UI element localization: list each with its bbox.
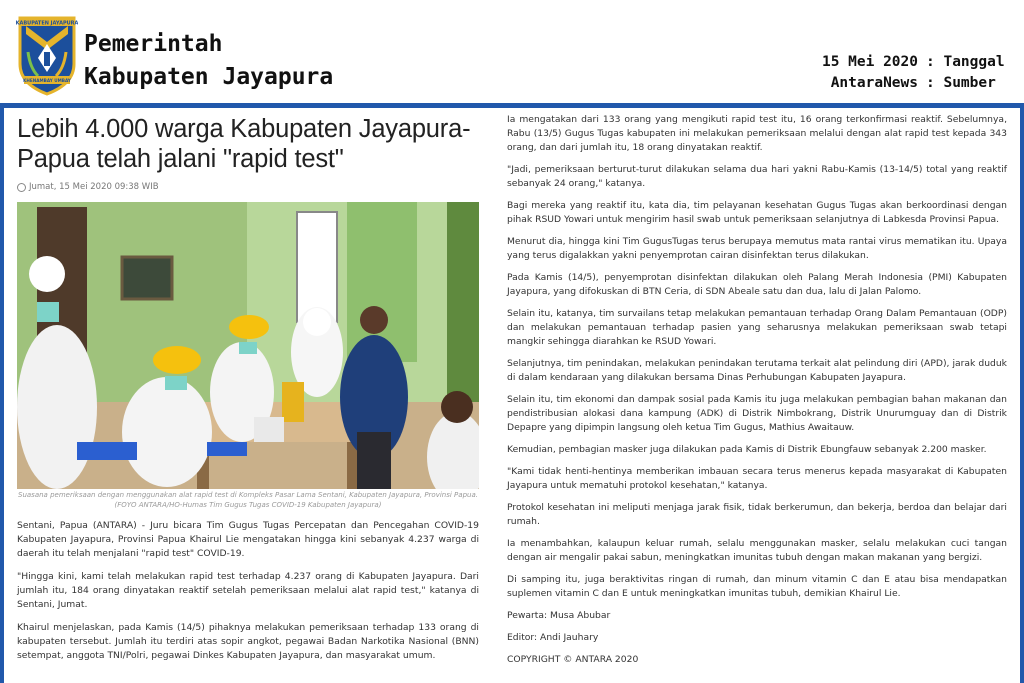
article-right-column <box>507 113 1007 675</box>
article-paragraph: Selanjutnya, tim penindakan, melakukan penindakan terutama terkait alat pelindung diri (APD), jarak duduk di dalam kendaraan yang dilakukan bersama Dinas Perhubungan Kabupaten Jayapura. <box>507 358 1007 383</box>
date-value: 15 Mei 2020 <box>821 54 918 70</box>
clock-icon <box>17 183 26 192</box>
article-date: Jumat, 15 Mei 2020 09:38 WIB <box>29 182 159 192</box>
article-paragraph: Khairul menjelaskan, pada Kamis (14/5) pihaknya melakukan pemeriksaan terhadap 133 orang di kabupaten tersebut. Jumlah itu terdiri atas sopir angkot, pegawai Badan Narkotika Nasional (BNN) setempat, anggota TNI/Polri, pegawai Dinkes Kabupaten Jayapura, dan masyarakat umum. <box>17 622 479 661</box>
article-paragraph: Selain itu, tim ekonomi dan dampak sosial pada Kamis itu juga melakukan pembagian bahan makanan dan pendistribusian alokasi dana kampung (ADK) di Distrik Nimbokrang, Distrik Unurumguay dan di Distrik Depapre yang dipimpin langsung oleh ketua Tim Gugus, Mathius Awaitauw. <box>507 394 1007 433</box>
article-paragraph: Selain itu, katanya, tim survailans tetap melakukan pemantauan terhadap Orang Dalam Pemantauan (ODP) dan melakukan pemantauan terhadap pasien yang seharusnya melakukan pemeriksaan swab tetapi mangkir sehingga diarahkan ke RSUD Yowari. <box>507 308 1007 347</box>
article-paragraph: Bagi mereka yang reaktif itu, kata dia, tim pelayanan kesehatan Gugus Tugas akan berkoordinasi dengan pihak RSUD Yowari untuk mengirim hasil swab untuk pemeriksaan selanjutnya di Labkesda Provinsi Papua. <box>507 200 1007 225</box>
copyright-notice: COPYRIGHT © ANTARA 2020 <box>507 654 639 665</box>
source-label: : Sumber <box>926 75 996 91</box>
date-label: : Tanggal <box>926 54 1005 70</box>
clipping-meta <box>810 52 1004 94</box>
government-title-line1: Pemerintah <box>84 31 223 57</box>
source-row <box>810 73 1004 94</box>
article-paragraph: Sentani, Papua (ANTARA) - Juru bicara Tim Gugus Tugas Percepatan dan Pencegahan COVID-19 Kabupaten Jayapura, Provinsi Papua Khairul Lie mengatakan hingga kini sebanyak 4.237 warga di daerah itu telah menjalani "rapid test" COVID-19. <box>17 520 479 559</box>
editor-credit: Editor: Andi Jauhary <box>507 632 599 643</box>
date-row <box>810 52 1004 73</box>
article-paragraph: Di samping itu, juga beraktivitas ringan di rumah, dan minum vitamin C dan E atau bisa mendapatkan suplemen vitamin C dan E untuk meningkatkan imunitas tubuh, demikian Khairul Lie. <box>507 574 1007 599</box>
government-title <box>84 28 333 94</box>
article-paragraph: Pada Kamis (14/5), penyemprotan disinfektan dilakukan oleh Palang Merah Indonesia (PMI) Kabupaten Jayapura, yang difokuskan di BTN Ceria, di SDN Abeale satu dan dua, lalu di Jalan Palomo. <box>507 272 1007 297</box>
reporter-credit: Pewarta: Musa Abubar <box>507 610 611 621</box>
source-value: AntaraNews <box>830 75 918 91</box>
article-paragraph: Ia menambahkan, kalaupun keluar rumah, selalu menggunakan masker, selalu melakukan cuci tangan dengan air mengalir pakai sabun, meningkatkan imunitas tubuh dengan makan makanan yang bergizi. <box>507 538 1007 563</box>
logo-banner-text: KHENAMBAY UMBAY <box>23 78 71 83</box>
kabupaten-jayapura-crest-icon <box>16 14 78 96</box>
page-header <box>0 0 1024 103</box>
article-paragraph: Kemudian, pembagian masker juga dilakukan pada Kamis di Distrik Ebungfauw sebanyak 2.200 masker. <box>507 444 987 455</box>
article-paragraph: Menurut dia, hingga kini Tim GugusTugas terus berupaya memutus mata rantai virus mematikan itu. Upaya yang terus digalakkan yakni penyemprotan cairan disinfektan terus dilakukan. <box>507 236 1007 261</box>
clipping-frame <box>0 103 1024 683</box>
article-paragraph: "Jadi, pemeriksaan berturut-turut dilakukan selama dua hari yakni Rabu-Kamis (13-14/5) total yang reaktif sebanyak 24 orang," katanya. <box>507 164 1007 189</box>
article-dateline <box>17 182 493 192</box>
article-paragraph: Protokol kesehatan ini meliputi menjaga jarak fisik, tidak berkerumun, dan bekerja, berdoa dan belajar dari rumah. <box>507 502 1007 527</box>
article-clipping <box>4 108 1020 683</box>
article-paragraph: "Kami tidak henti-hentinya memberikan imbauan secara terus menerus kepada masyarakat di Kabupaten Jayapura untuk mematuhi protokol kesehatan," katanya. <box>507 466 1007 491</box>
article-photo <box>17 202 479 489</box>
article-left-column <box>17 114 493 663</box>
article-headline: Lebih 4.000 warga Kabupaten Jayapura-Papua telah jalani "rapid test" <box>17 115 471 173</box>
logo-ribbon-text: KABUPATEN JAYAPURA <box>16 20 78 27</box>
photo-caption: Suasana pemeriksaan dengan menggunakan alat rapid test di Kompleks Pasar Lama Sentani, Kabupaten Jayapura, Provinsi Papua. (FOYO ANTARA/HO-Humas Tim Gugus Tugas COVID-19 Kabupaten Jayapura) <box>18 491 478 509</box>
article-paragraph: Ia mengatakan dari 133 orang yang mengikuti rapid test itu, 16 orang terkonfirmasi reaktif. Sebelumnya, Rabu (13/5) Gugus Tugas kabupaten ini melakukan pemeriksaan melalui dengan alat rapid test kepada 343 orang, dan dari jumlah itu, 18 orang dinyatakan reaktif. <box>507 114 1007 153</box>
article-paragraph: "Hingga kini, kami telah melakukan rapid test terhadap 4.237 orang di Kabupaten Jayapura. Dari jumlah itu, 184 orang dinyatakan reaktif setelah pemeriksaan melalui alat rapid test," katanya di Sentani, Jumat. <box>17 571 479 610</box>
government-title-line2: Kabupaten Jayapura <box>84 64 334 90</box>
